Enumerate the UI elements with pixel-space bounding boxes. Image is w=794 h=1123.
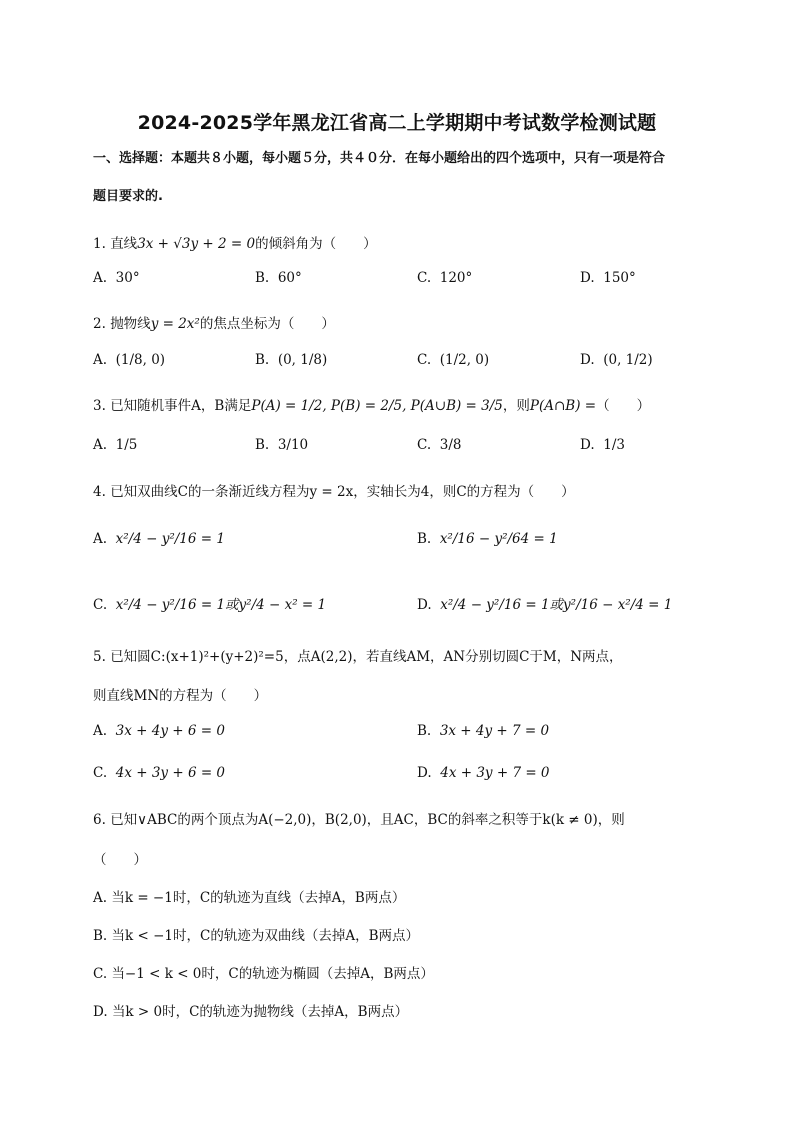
- q3-option-a[interactable]: A. 1/5: [93, 437, 138, 453]
- q5-option-b[interactable]: B. 3x + 4y + 7 = 0: [417, 723, 550, 739]
- question-6-text-line1: 已知∨ABC的两个顶点为A(−2,0)，B(2,0)，且AC，BC的斜率之积等于k(k ≠ 0)，则: [110, 812, 625, 828]
- question-3-number: 3.: [93, 398, 106, 414]
- question-6-line1: [93, 808, 625, 828]
- question-5-text-line1: 已知圆C:(x+1)²+(y+2)²=5，点A(2,2)，若直线AM，AN分别切圆C于M，N两点，: [110, 649, 623, 665]
- question-2-number: 2.: [93, 316, 106, 332]
- question-2-text-post: 的焦点坐标为（ ）: [199, 316, 335, 332]
- q1-option-c[interactable]: C. 120°: [417, 270, 473, 286]
- q5-option-d[interactable]: D. 4x + 3y + 7 = 0: [417, 765, 550, 781]
- q2-option-c[interactable]: C. (1/2, 0): [417, 352, 490, 368]
- q2-option-a[interactable]: A. (1/8, 0): [93, 352, 166, 368]
- question-1-text-pre: 直线: [110, 236, 138, 252]
- q1-option-b[interactable]: B. 60°: [255, 270, 302, 286]
- q3-option-d[interactable]: D. 1/3: [580, 437, 625, 453]
- q3-option-c[interactable]: C. 3/8: [417, 437, 462, 453]
- q1-option-d[interactable]: D. 150°: [580, 270, 636, 286]
- question-2: [93, 312, 335, 332]
- question-3-text-mid: ，则: [502, 398, 530, 414]
- q3-option-b[interactable]: B. 3/10: [255, 437, 309, 453]
- question-4: [93, 480, 575, 500]
- question-3: [93, 394, 650, 414]
- q6-option-a[interactable]: A. 当k = −1时，C的轨迹为直线（去掉A，B两点）: [93, 890, 406, 906]
- question-5-line1: [93, 645, 623, 665]
- section-instructions-line2: 题目要求的.: [93, 189, 163, 204]
- question-6-line2: （ ）: [93, 852, 147, 868]
- question-1: [93, 232, 377, 252]
- question-3-expr2: P(A∩B) =: [529, 398, 597, 414]
- question-5-number: 5.: [93, 649, 106, 665]
- q6-option-c[interactable]: C. 当−1 < k < 0时，C的轨迹为椭圆（去掉A，B两点）: [93, 966, 434, 982]
- q4-option-b[interactable]: B. x²/16 − y²/64 = 1: [417, 531, 558, 547]
- section-instructions-line1: 一、选择题：本题共８小题，每小题５分，共４０分．在每小题给出的四个选项中，只有一项是符合: [93, 151, 666, 166]
- question-2-expr: y = 2x²: [150, 316, 200, 332]
- question-2-text-pre: 抛物线: [110, 316, 151, 332]
- q5-option-a[interactable]: A. 3x + 4y + 6 = 0: [93, 723, 225, 739]
- q4-option-d[interactable]: D. x²/4 − y²/16 = 1或y²/16 − x²/4 = 1: [417, 597, 673, 613]
- question-4-text: 已知双曲线C的一条渐近线方程为y = 2x，实轴长为4，则C的方程为（ ）: [110, 484, 575, 500]
- question-4-number: 4.: [93, 484, 106, 500]
- q6-option-d[interactable]: D. 当k > 0时，C的轨迹为抛物线（去掉A，B两点）: [93, 1004, 409, 1020]
- question-5-line2: 则直线MN的方程为（ ）: [93, 688, 268, 704]
- q2-option-b[interactable]: B. (0, 1/8): [255, 352, 328, 368]
- question-3-expr: P(A) = 1/2, P(B) = 2/5, P(A∪B) = 3/5: [251, 398, 503, 414]
- q4-option-a[interactable]: A. x²/4 − y²/16 = 1: [93, 531, 225, 547]
- q2-option-d[interactable]: D. (0, 1/2): [580, 352, 653, 368]
- question-1-number: 1.: [93, 236, 106, 252]
- q5-option-c[interactable]: C. 4x + 3y + 6 = 0: [93, 765, 226, 781]
- q1-option-a[interactable]: A. 30°: [93, 270, 140, 286]
- q6-option-b[interactable]: B. 当k < −1时，C的轨迹为双曲线（去掉A，B两点）: [93, 928, 419, 944]
- question-1-text-post: 的倾斜角为（ ）: [255, 236, 377, 252]
- question-1-expr: 3x + √3y + 2 = 0: [137, 236, 256, 252]
- section-instructions: [93, 142, 705, 214]
- exam-title: 2024-2025学年黑龙江省高二上学期期中考试数学检测试题: [137, 112, 657, 134]
- question-6-number: 6.: [93, 812, 106, 828]
- question-3-text-post: （ ）: [596, 398, 651, 414]
- question-3-text-pre: 已知随机事件A，B满足: [110, 398, 252, 414]
- q4-option-c[interactable]: C. x²/4 − y²/16 = 1或y²/4 − x² = 1: [93, 597, 327, 613]
